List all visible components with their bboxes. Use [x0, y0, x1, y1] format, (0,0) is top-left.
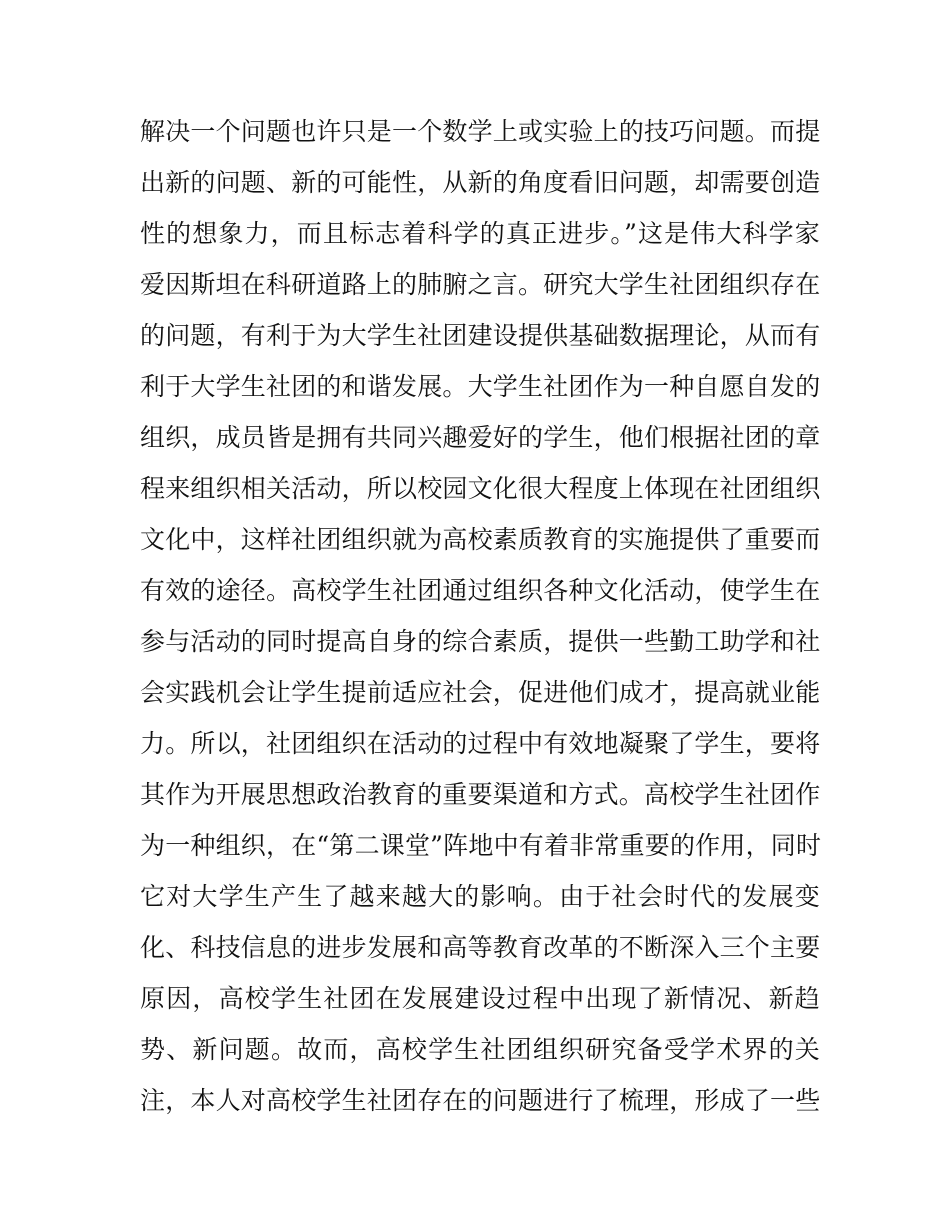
text-line: 爱因斯坦在科研道路上的肺腑之言。研究大学生社团组织存在: [140, 270, 821, 299]
text-line: 的问题，有利于为大学生社团建设提供基础数据理论，从而有: [140, 321, 821, 350]
text-line: 出新的问题、新的可能性，从新的角度看旧问题，却需要创造: [140, 168, 821, 197]
text-line: 文化中，这样社团组织就为高校素质教育的实施提供了重要而: [140, 525, 821, 554]
body-paragraph: [140, 106, 820, 1126]
text-line: 有效的途径。高校学生社团通过组织各种文化活动，使学生在: [140, 576, 821, 605]
text-line: 为一种组织，在“第二课堂”阵地中有着非常重要的作用，同时: [140, 831, 822, 860]
text-line: 程来组织相关活动，所以校园文化很大程度上体现在社团组织: [140, 474, 821, 503]
text-line: 解决一个问题也许只是一个数学上或实验上的技巧问题。而提: [140, 117, 821, 146]
text-line: 参与活动的同时提高自身的综合素质，提供一些勤工助学和社: [140, 627, 821, 656]
text-line: 会实践机会让学生提前适应社会，促进他们成才，提高就业能: [140, 678, 821, 707]
text-line: 力。所以，社团组织在活动的过程中有效地凝聚了学生，要将: [140, 729, 821, 758]
text-line: 利于大学生社团的和谐发展。大学生社团作为一种自愿自发的: [140, 372, 821, 401]
text-line: 化、科技信息的进步发展和高等教育改革的不断深入三个主要: [140, 933, 821, 962]
text-line: 注，本人对高校学生社团存在的问题进行了梳理，形成了一些: [140, 1086, 821, 1115]
text-line: 原因，高校学生社团在发展建设过程中出现了新情况、新趋: [140, 984, 820, 1013]
text-line: 它对大学生产生了越来越大的影响。由于社会时代的发展变: [140, 882, 820, 911]
text-line: 组织，成员皆是拥有共同兴趣爱好的学生，他们根据社团的章: [140, 423, 821, 452]
text-line: 势、新问题。故而，高校学生社团组织研究备受学术界的关: [140, 1035, 820, 1064]
text-line: 其作为开展思想政治教育的重要渠道和方式。高校学生社团作: [140, 780, 821, 809]
text-line: 性的想象力，而且标志着科学的真正进步。”这是伟大科学家: [140, 219, 820, 248]
